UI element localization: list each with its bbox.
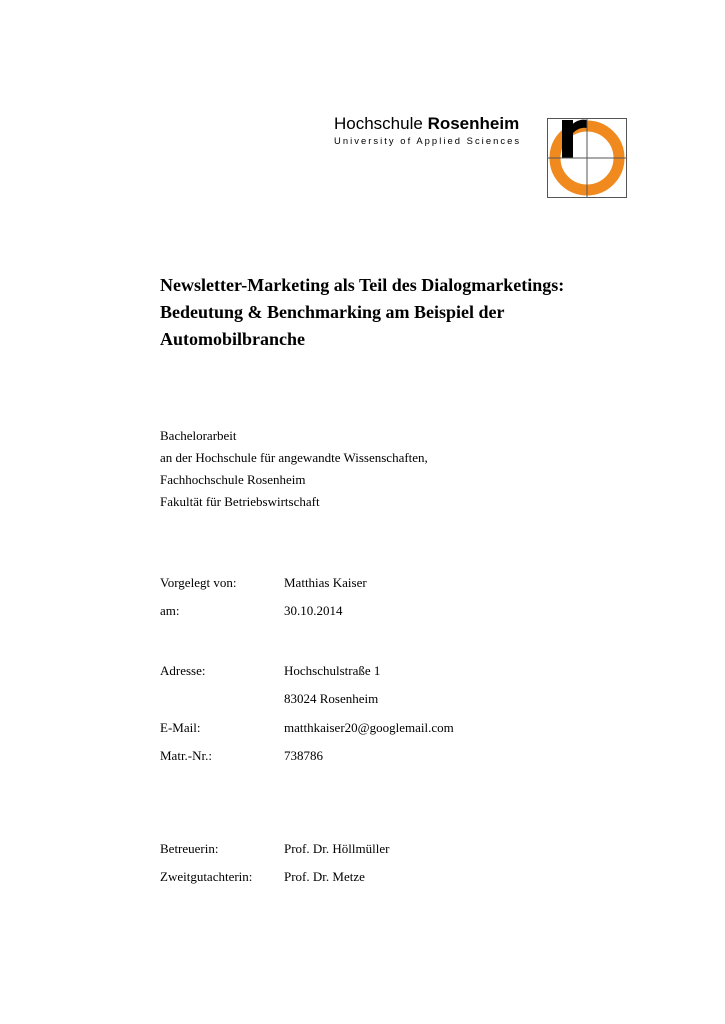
email-value: matthkaiser20@googlemail.com	[284, 720, 454, 735]
address-value-line: 83024 Rosenheim	[284, 691, 379, 706]
institution-line: Fachhochschule Rosenheim	[160, 472, 306, 487]
email-label: E-Mail:	[160, 720, 201, 735]
matr-label: Matr.-Nr.:	[160, 748, 212, 763]
university-logo-text	[334, 114, 521, 147]
date-row	[160, 603, 343, 619]
faculty: Fakultät für Betriebswirtschaft	[160, 494, 320, 509]
address-value-line: Hochschulstraße 1	[284, 663, 381, 678]
logo-name-light: Hochschule	[334, 114, 423, 133]
submitted-by-value: Matthias Kaiser	[284, 575, 367, 590]
thesis-title-line: Bedeutung & Benchmarking am Beispiel der	[160, 302, 505, 322]
second-reviewer-row	[160, 869, 365, 885]
matr-value: 738786	[284, 748, 323, 763]
address-label: Adresse:	[160, 663, 206, 678]
thesis-title-line: Automobilbranche	[160, 329, 306, 349]
second-reviewer-value: Prof. Dr. Metze	[284, 869, 365, 884]
address-row-2	[160, 691, 378, 707]
university-logo-icon	[547, 118, 627, 198]
logo-r-stem-icon	[562, 120, 573, 158]
address-row	[160, 663, 380, 679]
logo-subtitle: University of Applied Sciences	[334, 135, 522, 146]
thesis-type: Bachelorarbeit	[160, 428, 237, 443]
institution-line: an der Hochschule für angewandte Wissenschaften,	[160, 450, 428, 465]
thesis-title	[160, 272, 610, 353]
supervisor-row	[160, 841, 389, 857]
supervisor-label: Betreuerin:	[160, 841, 219, 856]
thesis-info	[160, 425, 428, 513]
second-reviewer-label: Zweitgutachterin:	[160, 869, 253, 884]
thesis-title-line: Newsletter-Marketing als Teil des Dialogmarketings:	[160, 275, 565, 295]
supervisor-value: Prof. Dr. Höllmüller	[284, 841, 390, 856]
submitted-by-row	[160, 575, 367, 591]
logo-title	[334, 114, 521, 134]
date-value: 30.10.2014	[284, 603, 343, 618]
matr-row	[160, 748, 323, 764]
email-row	[160, 720, 454, 736]
logo-name-bold: Rosenheim	[427, 114, 520, 133]
submitted-by-label: Vorgelegt von:	[160, 575, 237, 590]
date-label: am:	[160, 603, 180, 618]
